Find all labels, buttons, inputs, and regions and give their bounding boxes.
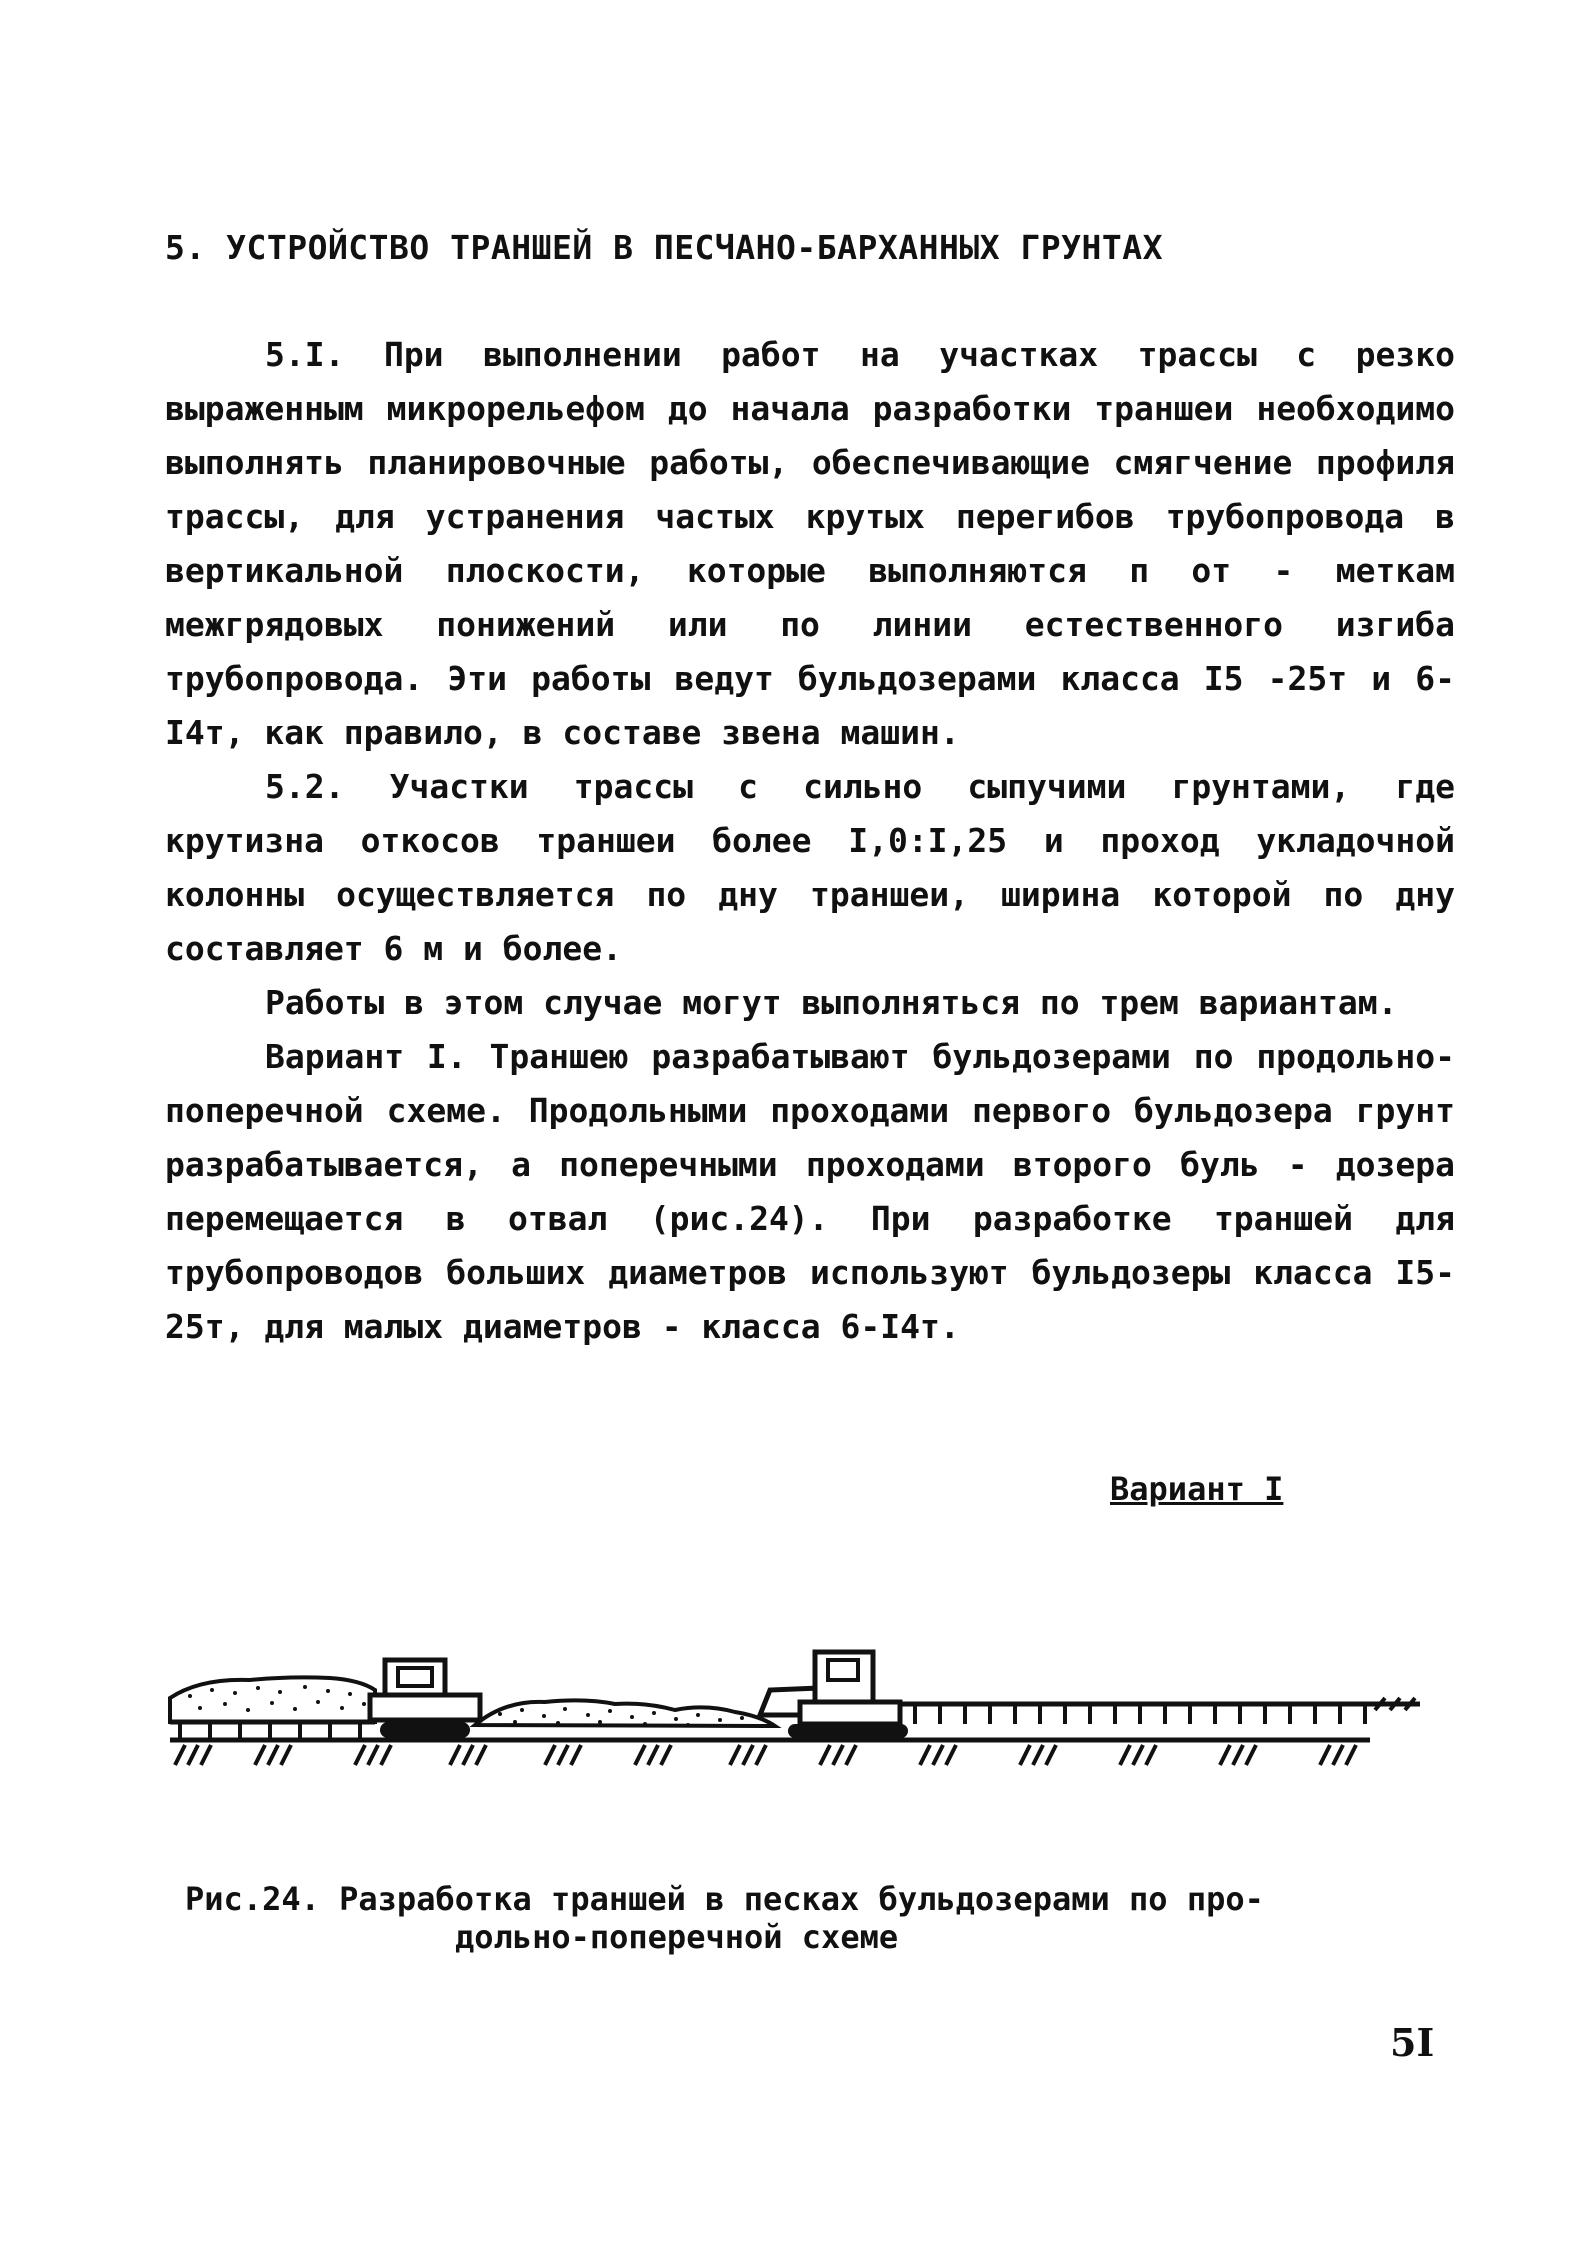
bulldozer-right bbox=[760, 1652, 908, 1738]
spoil-pile-left bbox=[170, 1677, 375, 1722]
paragraph-variant-1: Вариант I. Траншею разрабатывают бульдозерами по продольно-поперечной схеме. Продольными проходами первого бульдозера грунт разрабатывается, а поперечными проходами второго буль - дозера перемещается в отвал (рис.24). При разработке траншей для трубопроводов больших диаметров используют бульдозеры класса I5-25т, для малых диаметров - класса 6-I4т. bbox=[165, 1037, 1455, 1346]
paragraph-variants-intro: Работы в этом случае могут выполняться по трем вариантам. bbox=[265, 983, 1398, 1022]
trench-diagram bbox=[160, 1630, 1440, 1790]
section-title: 5. УСТРОЙСТВО ТРАНШЕЙ В ПЕСЧАНО-БАРХАННЫХ ГРУНТАХ bbox=[165, 228, 1164, 267]
figure-caption-line-2: дольно-поперечной схеме bbox=[455, 1918, 899, 1956]
bulldozer-left bbox=[370, 1660, 480, 1738]
hatching-right-top bbox=[1375, 1698, 1415, 1710]
soil-hatching bbox=[175, 1745, 1356, 1765]
page-number: 5I bbox=[1390, 2020, 1435, 2065]
paragraph-5-2: 5.2. Участки трассы с сильно сыпучими грунтами, где крутизна откосов траншеи более I,0:I,25 и проход укладочной колонны осуществляется по дну траншеи, ширина которой по дну составляет 6 м и более. bbox=[165, 767, 1455, 968]
body-text bbox=[165, 328, 1455, 1354]
ground-ticks-left bbox=[180, 1722, 360, 1740]
figure-variant-label: Вариант I bbox=[1110, 1470, 1284, 1508]
paragraph-5-1: 5.I. При выполнении работ на участках трассы с резко выраженным микрорельефом до начала разработки траншеи необходимо выполнять планировочные работы, обеспечивающие смягчение профиля трассы, для устранения частых крутых перегибов трубопровода в вертикальной плоскости, которые выполняются п от - меткам межгрядовых понижений или по линии естественного изгиба трубопровода. Эти работы ведут бульдозерами класса I5 -25т и 6-I4т, как правило, в составе звена машин. bbox=[165, 335, 1455, 752]
ground-ticks-right bbox=[915, 1704, 1365, 1724]
figure-caption-line-1: Рис.24. Разработка траншей в песках бульдозерами по про- bbox=[185, 1880, 1264, 1918]
spoil-pile-middle bbox=[475, 1700, 775, 1727]
figure-caption bbox=[185, 1880, 1385, 1956]
